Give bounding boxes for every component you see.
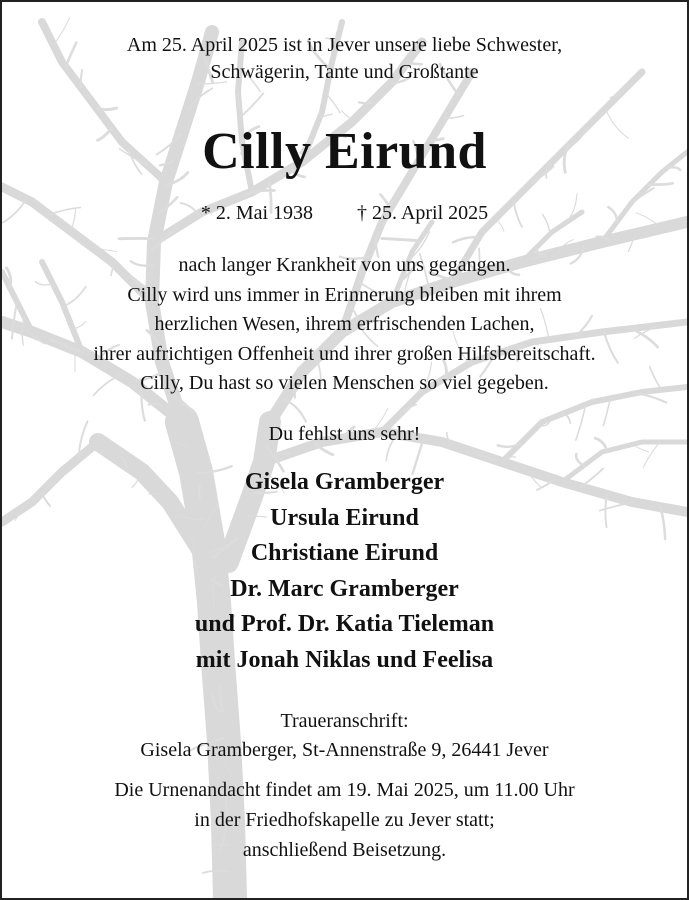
tree-twig: [240, 93, 263, 117]
life-dates: [2, 202, 687, 225]
mourner-3: Christiane Eirund: [250, 540, 439, 566]
service-line-1: Die Urnenandacht findet am 19. Mai 2025, um 11.00 Uhr: [114, 779, 575, 801]
mourner-4: Dr. Marc Gramberger: [230, 575, 459, 602]
tree-twig: [359, 102, 372, 103]
mourner-1: Gisela Gramberger: [244, 469, 445, 495]
service-line-2: in der Friedhofskapelle zu Jever statt;: [194, 809, 495, 831]
message-line-2: Cilly wird uns immer in Erinnerung bleiben mit ihrem: [127, 283, 562, 306]
intro-line-1: Am 25. April 2025 ist in Jever unsere liebe Schwester,: [126, 34, 563, 56]
mourner-5: und Prof. Dr. Katia Tieleman: [194, 611, 495, 637]
closing-line: Du fehlst uns sehr!: [268, 423, 421, 445]
mourner-6: mit Jonah Niklas und Feelisa: [195, 646, 494, 673]
message-line-3: herzlichen Wesen, ihrem erfrischenden Lachen,: [154, 313, 535, 335]
message-line-1: nach langer Krankheit von uns gegangen.: [178, 254, 511, 276]
birth-date: * 2. Mai 1938: [200, 202, 314, 224]
tree-twig: [576, 454, 584, 466]
address-label: Traueranschrift:: [280, 710, 409, 732]
tree-twig: [649, 183, 672, 184]
tree-twig: [326, 93, 340, 113]
tree-twig: [382, 239, 420, 241]
message-line-4: ihrer aufrichtigen Offenheit und ihrer großen Hilfsbereitschaft.: [93, 342, 596, 365]
death-date: † 25. April 2025: [357, 202, 489, 224]
message-line-5: Cilly, Du hast so vielen Menschen so viel gegeben.: [140, 372, 549, 394]
tree-twig: [342, 111, 354, 121]
deceased-name: Cilly Eirund: [202, 123, 487, 180]
mourner-2: Ursula Eirund: [270, 504, 419, 531]
service-line-3: anschließend Beisetzung.: [242, 839, 447, 861]
tree-twig: [96, 108, 116, 110]
intro-line-2: Schwägerin, Tante und Großtante: [210, 61, 479, 83]
address-value: Gisela Gramberger, St-Annenstraße 9, 26441 Jever: [140, 739, 549, 761]
